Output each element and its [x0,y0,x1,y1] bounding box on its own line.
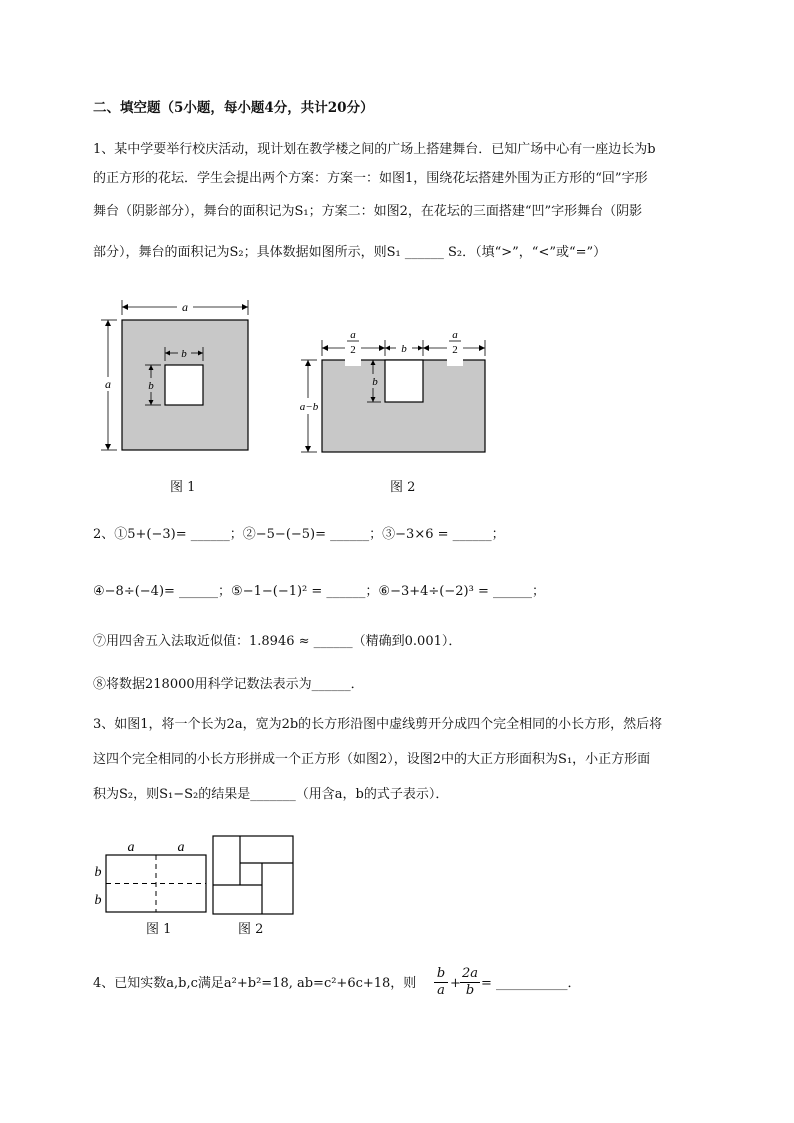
q4-fraction-2 [460,966,480,999]
q3-fig1-caption: 图 1 [146,922,172,937]
q3-fig1-side-b1: b [94,865,102,880]
q3-line-2: 这四个完全相同的小长方形拼成一个正方形（如图2），设图2中的大正方形面积为S₁，小正方形面 [93,752,651,767]
fig1-inner-side: b [148,380,154,392]
q4-fraction-1 [434,966,448,999]
q3-line-1: 3、如图1，将一个长为2a，宽为2b的长方形沿图中虚线剪开分成四个完全相同的小长方形，然后将 [93,717,663,732]
fig1-top-label: a [182,300,188,314]
q1-line-4: 部分），舞台的面积记为S₂；具体数据如图所示，则S₁ ______ S₂．（填“>”，“<”或“=”） [93,245,607,260]
q1-line-1: 1、某中学要举行校庆活动，现计划在教学楼之间的广场上搭建舞台．已知广场中心有一座边长为b [93,142,656,157]
q1-line-2: 的正方形的花坛．学生会提出两个方案：方案一：如图1，围绕花坛搭建外围为正方形的“回”字形 [93,171,648,186]
q1-figure-1 [95,295,265,460]
q2-line-2: ④−8÷(−4)= ______；⑤−1−(−1)² = ______；⑥−3+4÷(−2)³ = ______； [93,584,545,599]
q2-line-4: ⑧将数据218000用科学记数法表示为______． [93,677,364,692]
fig2-caption: 图 2 [390,480,416,495]
q3-fig1-side-b2: b [94,893,102,908]
q3-fig1-top-a1: a [127,840,135,855]
q3-fig2-square [213,836,293,914]
q2-line-1: 2、①5+(−3)= ______；②−5−(−5)= ______；③−3×6 = ______； [93,527,505,542]
q2-line-3: ⑦用四舍五入法取近似值：1.8946 ≈ ______（精确到0.001）． [93,634,462,649]
q4-frac1-den: a [437,983,445,998]
q4-plus: + [450,976,461,991]
q3-figure-1 [88,836,213,916]
fig2-side-label: a−b [299,401,319,413]
fig2-left-frac-num: a [350,329,356,341]
q1-figure-2 [295,322,495,457]
q4-frac2-num: 2a [461,966,479,981]
q3-line-3: 积为S₂，则S₁−S₂的结果是_______（用含a，b的式子表示）． [93,787,449,802]
fig2-mid-label: b [401,343,407,355]
fig1-inner-top: b [181,348,187,360]
q4-text: 4、已知实数a,b,c满足a²+b²=18, ab=c²+6c+18，则 [93,976,417,991]
section-title: 二、填空题（5小题，每小题4分，共计20分） [93,100,374,116]
fig2-inner-side: b [372,376,378,388]
q4-frac1-num: b [434,966,448,983]
fig2-right-frac-den: 2 [452,344,458,356]
fig2-inner-square [385,360,423,402]
q3-figure-2 [210,833,296,917]
q3-fig1-top-a2: a [177,840,185,855]
q4-frac2-den: b [465,983,475,998]
fig1-side-label: a [105,377,111,391]
q4-tail: = ___________． [481,976,581,991]
fig2-left-frac-den: 2 [350,344,356,356]
q3-fig2-caption: 图 2 [238,922,264,937]
fig1-inner-square [165,365,203,405]
fig1-caption: 图 1 [170,480,196,495]
fig2-right-frac-num: a [452,329,458,341]
q1-line-3: 舞台（阴影部分），舞台的面积记为S₁；方案二：如图2，在花坛的三面搭建“凹”字形舞台（阴影 [93,204,643,219]
